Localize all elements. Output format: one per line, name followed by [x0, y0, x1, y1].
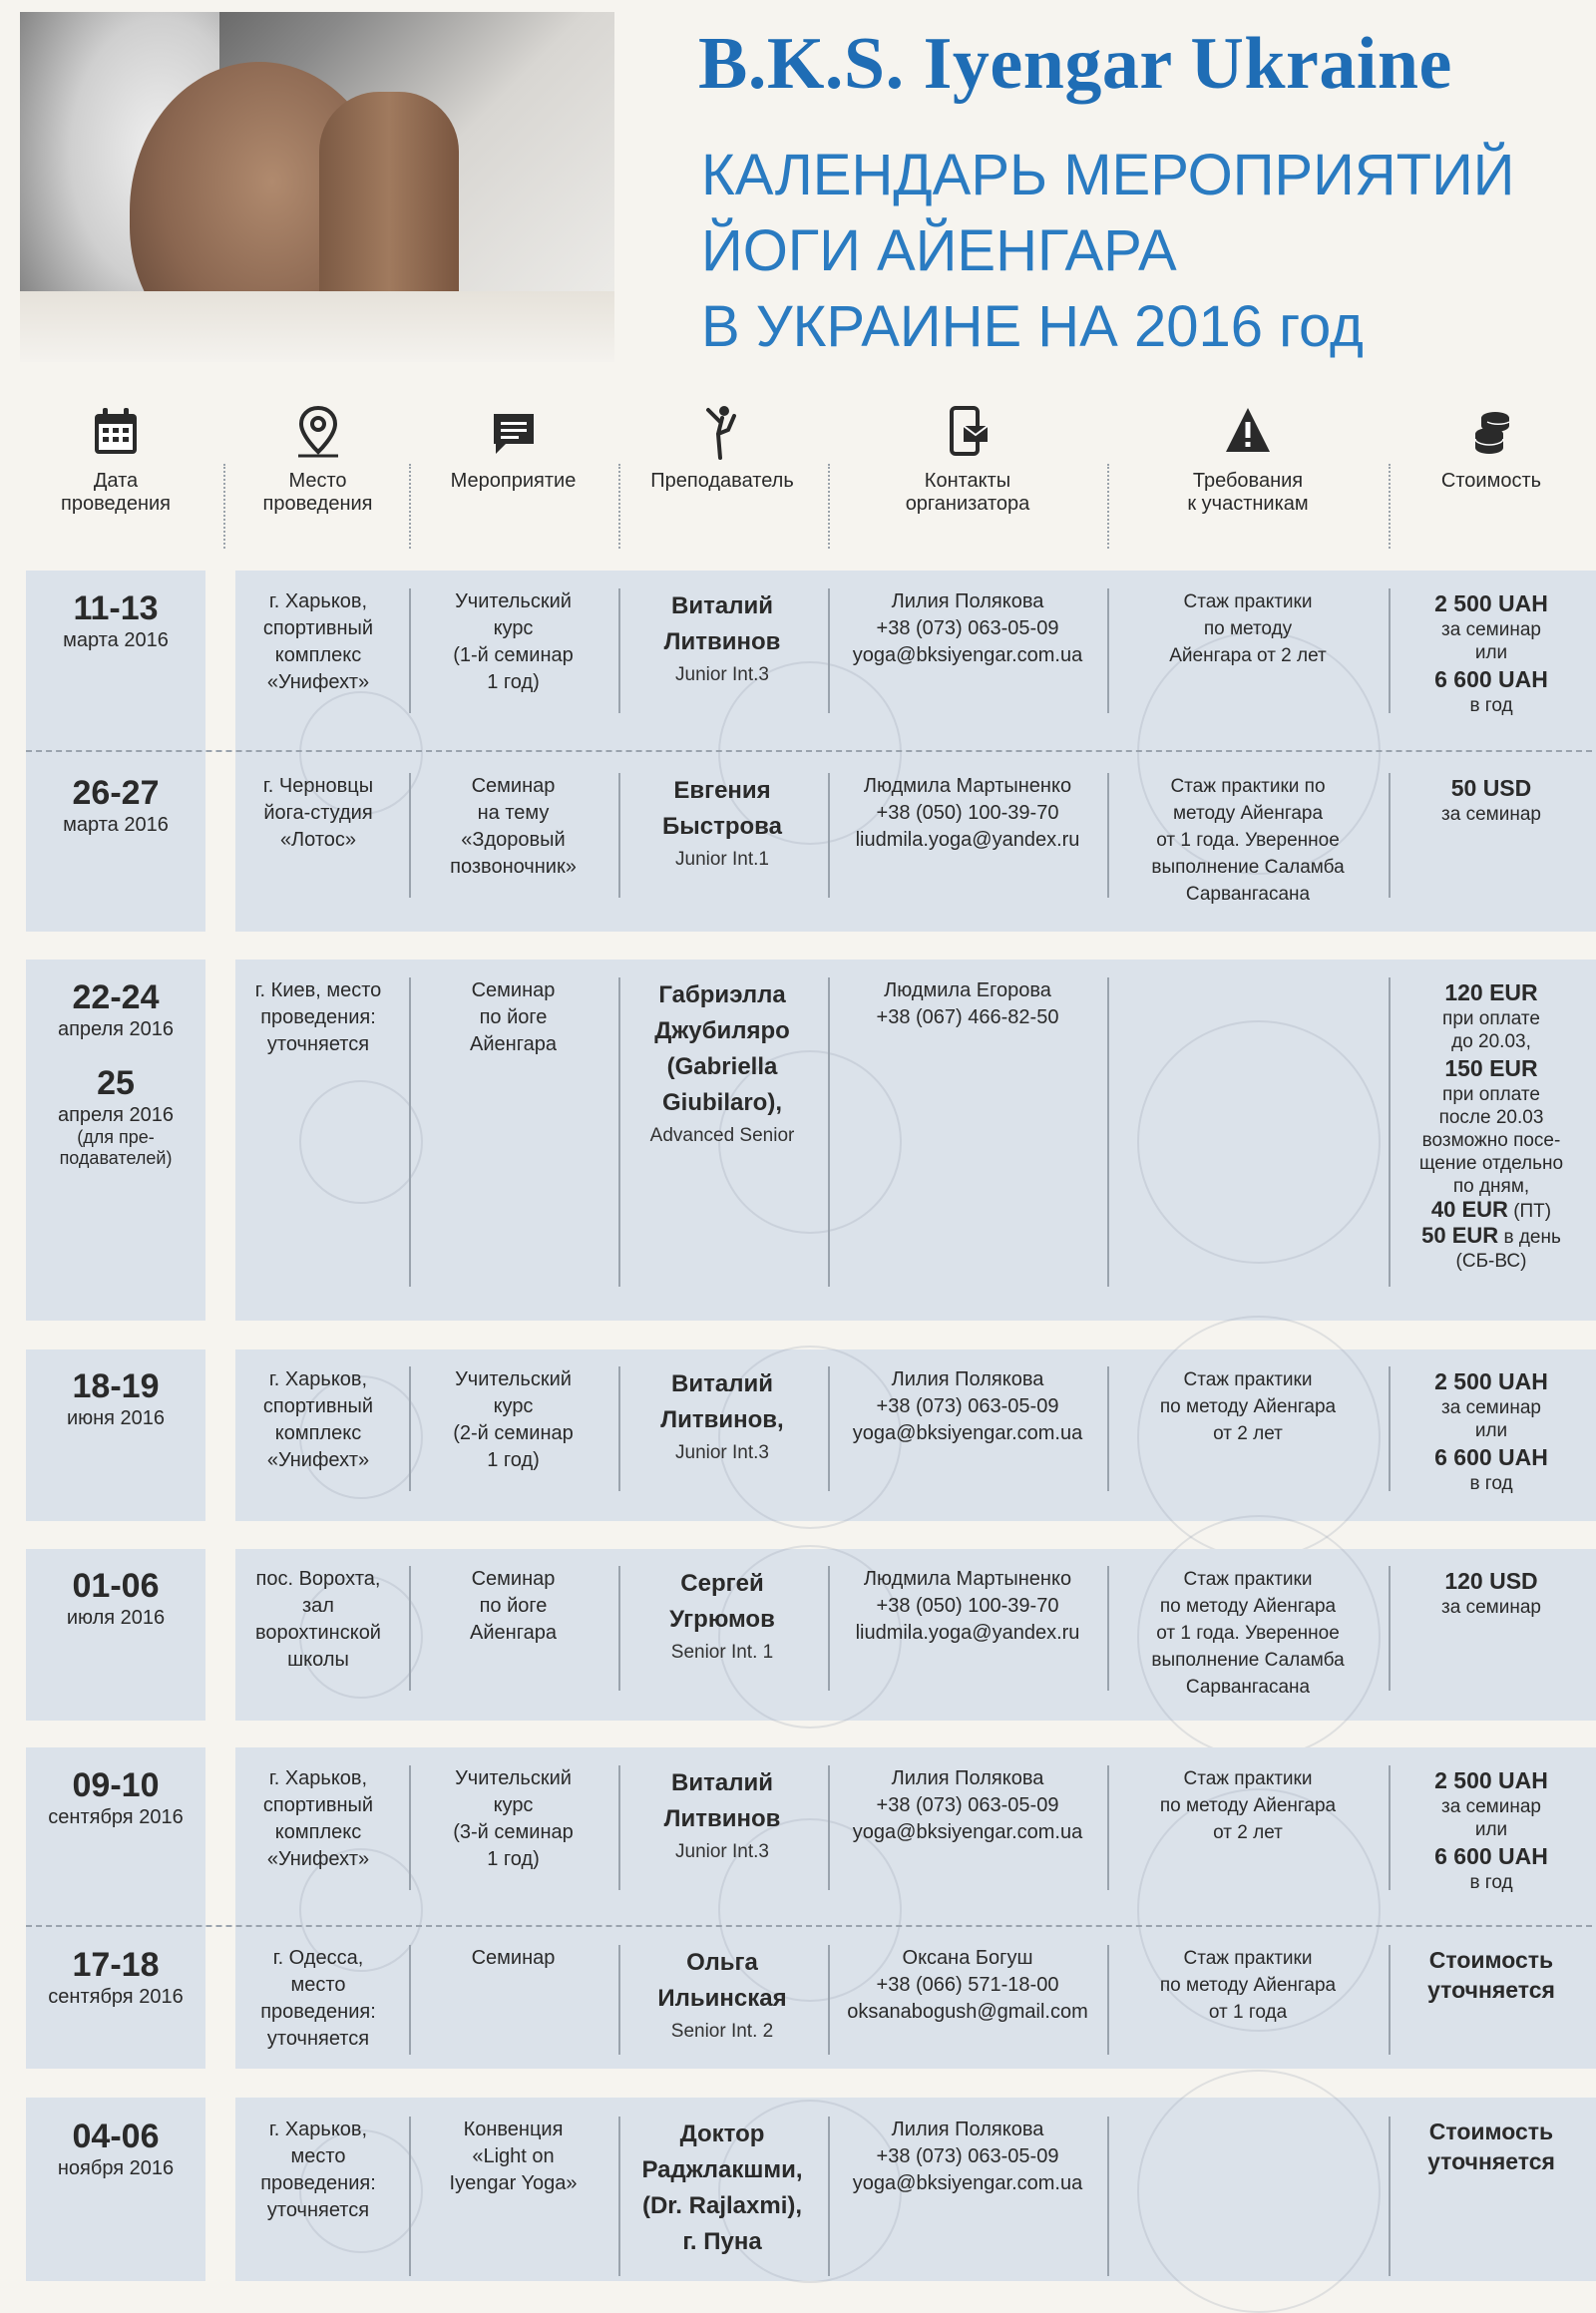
event-place-line: г. Одесса, [272, 1947, 364, 1969]
event-title-line: «Здоровый [461, 829, 566, 851]
column-header-teacher [618, 404, 826, 554]
price-amount: 6 600 UAH [1434, 666, 1548, 692]
date-month: марта 2016 [63, 629, 169, 651]
price-note: за семинар [1441, 1597, 1541, 1618]
event-date [26, 773, 205, 837]
organizer-contacts [830, 588, 1105, 669]
event-teacher-line: Ильинская [657, 1985, 787, 2012]
participant-requirements-line: по методу Айенгара [1159, 1396, 1337, 1417]
event-teacher [618, 1566, 826, 1668]
event-place-line: «Лотос» [279, 829, 357, 851]
event-title [411, 773, 615, 881]
event-place-line: ворохтинской [255, 1622, 381, 1644]
event-title-line: курс [493, 1395, 534, 1417]
date-range: 17-18 [72, 1946, 160, 1984]
price-note: или [1474, 1819, 1508, 1840]
event-title-line: (1-й семинар [453, 644, 574, 666]
participant-requirements [1109, 1945, 1387, 2026]
event-teacher-line: Виталий [671, 1370, 773, 1397]
price-note: при оплате [1442, 1084, 1540, 1105]
event-title [411, 588, 615, 696]
event-teacher-line: Виталий [671, 1769, 773, 1796]
event-teacher-line: (Dr. Rajlaxmi), [641, 2192, 803, 2219]
column-header-price [1391, 404, 1592, 554]
date-month: июля 2016 [66, 1607, 166, 1629]
date-range: 01-06 [72, 1567, 160, 1605]
price-amount: 6 600 UAH [1434, 1444, 1548, 1470]
event-place-line: проведения: [260, 2172, 376, 2194]
event-place-line: г. Харьков, [268, 2119, 368, 2140]
event-date [26, 977, 205, 1169]
price-note: при оплате [1442, 1008, 1540, 1029]
event-title-line: Iyengar Yoga» [449, 2172, 578, 2194]
event-title-line: по йоге [479, 1595, 548, 1617]
event-place-line: спортивный [262, 1794, 374, 1816]
column-header-contacts [830, 404, 1105, 554]
event-price [1391, 1566, 1592, 1619]
organizer-contacts [830, 1566, 1105, 1647]
organizer-contacts-line: yoga@bksiyengar.com.ua [852, 2172, 1083, 2194]
event-title [411, 1566, 615, 1647]
paisley-ornament [299, 1080, 423, 1204]
column-label: Дата проведения [61, 470, 171, 515]
price-line [1391, 1224, 1592, 1250]
price-amount: 120 USD [1444, 1568, 1538, 1594]
event-place-line: уточняется [266, 2028, 370, 2050]
event-place-line: комплекс [274, 644, 362, 666]
event-teacher [618, 977, 826, 1151]
organizer-contacts-line: +38 (073) 063-05-09 [876, 617, 1059, 639]
event-date [26, 1366, 205, 1430]
event-title-line: по йоге [479, 1006, 548, 1028]
event-place-line: йога-студия [263, 802, 373, 824]
date-note: (для пре- [77, 1127, 155, 1147]
participant-requirements-line: от 1 года [1208, 2002, 1288, 2023]
yoga-pose-icon [698, 404, 746, 460]
event-title-line: (2-й семинар [453, 1422, 574, 1444]
event-price [1391, 1945, 1592, 2005]
event-place-line: комплекс [274, 1821, 362, 1843]
date-month: сентября 2016 [48, 1986, 184, 2008]
date-range: 04-06 [72, 2118, 160, 2155]
organizer-contacts-line: yoga@bksiyengar.com.ua [852, 644, 1083, 666]
price-note: или [1474, 1420, 1508, 1441]
event-title-line: 1 год) [487, 1449, 540, 1471]
event-place-line: «Унифехт» [266, 1848, 370, 1870]
event-place-line: спортивный [262, 617, 374, 639]
event-teacher-line: Литвинов [663, 1805, 781, 1832]
event-place [235, 1765, 401, 1873]
event-date [26, 1945, 205, 2009]
participant-requirements-line: Стаж практики [1183, 1369, 1313, 1390]
price-note: до 20.03, [1451, 1031, 1531, 1052]
event-place-line: место [290, 1974, 346, 1996]
price-amount: 40 EUR [1430, 1197, 1508, 1222]
event-place-line: школы [287, 1649, 349, 1671]
organizer-contacts [830, 1945, 1105, 2026]
price-suffix: (ПТ) [1507, 1201, 1552, 1222]
event-place-line: проведения: [260, 2001, 376, 2023]
event-teacher-line: (Gabriella [666, 1053, 778, 1080]
event-teacher-line: Доктор [679, 2120, 765, 2147]
column-label: Место проведения [262, 470, 373, 515]
event-date [26, 1566, 205, 1630]
event-teacher [618, 1765, 826, 1867]
event-teacher-line: Giubilaro), [662, 1089, 782, 1116]
participant-requirements-line: Стаж практики [1183, 591, 1313, 612]
date-month: июня 2016 [66, 1407, 166, 1429]
organizer-contacts-line: +38 (050) 100-39-70 [876, 802, 1059, 824]
date-range: 22-24 [72, 978, 160, 1016]
teacher-level: Junior Int.3 [675, 1442, 769, 1463]
organizer-contacts-line: +38 (067) 466-82-50 [876, 1006, 1059, 1028]
organizer-contacts-line: +38 (073) 063-05-09 [876, 1395, 1059, 1417]
organizer-contacts-line: Лилия Полякова [891, 590, 1044, 612]
event-teacher [618, 2117, 826, 2260]
price-note: после 20.03 [1438, 1107, 1544, 1128]
price-note: в год [1469, 695, 1513, 716]
teacher-level: Junior Int.3 [675, 664, 769, 685]
participant-requirements [1109, 773, 1387, 908]
column-label: Стоимость [1440, 470, 1542, 492]
event-place-line: уточняется [266, 2199, 370, 2221]
price-note: или [1474, 642, 1508, 663]
organizer-contacts-line: oksanabogush@gmail.com [847, 2001, 1088, 2023]
participant-requirements-line: от 1 года. Уверенное [1156, 1623, 1340, 1644]
event-teacher-line: Быстрова [662, 813, 782, 840]
price-note: за семинар [1441, 804, 1541, 825]
price-note: за семинар [1441, 1397, 1541, 1418]
event-title-line: «Light on [472, 2145, 555, 2167]
event-place [235, 1366, 401, 1474]
participant-requirements-line: Стаж практики [1183, 1569, 1313, 1590]
column-label: Преподаватель [650, 470, 794, 492]
event-title-line: Семинар [471, 979, 556, 1001]
organizer-contacts-line: Оксана Богуш [902, 1947, 1033, 1969]
calendar-icon [92, 404, 140, 460]
event-place-line: г. Харьков, [268, 590, 368, 612]
organizer-contacts-line: liudmila.yoga@yandex.ru [855, 1622, 1080, 1644]
event-teacher-line: Раджлакшми, [641, 2156, 803, 2183]
event-teacher-line: Ольга [686, 1949, 758, 1976]
event-price [1391, 2117, 1592, 2176]
event-date [26, 2117, 205, 2180]
event-place-line: г. Киев, место [254, 979, 382, 1001]
price-line [1391, 1198, 1592, 1224]
price-amount: 2 500 UAH [1434, 1767, 1548, 1793]
event-teacher-line: г. Пуна [682, 2228, 762, 2255]
column-header-event [411, 404, 615, 554]
event-title [411, 1366, 615, 1474]
price-amount: Стоимость [1428, 1947, 1554, 1973]
price-amount: 2 500 UAH [1434, 590, 1548, 616]
event-title-line: позвоночник» [450, 856, 577, 878]
column-separator [1107, 977, 1109, 1287]
event-title-line: курс [493, 617, 534, 639]
event-place-line: комплекс [274, 1422, 362, 1444]
organizer-contacts-line: +38 (073) 063-05-09 [876, 2145, 1059, 2167]
event-title-line: Конвенция [463, 2119, 564, 2140]
event-date [26, 588, 205, 652]
event-title-line: 1 год) [487, 671, 540, 693]
price-suffix: в день [1498, 1227, 1561, 1248]
column-label: Контакты организатора [905, 470, 1030, 515]
event-place-line: г. Харьков, [268, 1368, 368, 1390]
date-range-second: 25 [97, 1064, 135, 1102]
event-title-line: Семинар [471, 775, 556, 797]
event-teacher-line: Литвинов [663, 628, 781, 655]
event-title-line: (3-й семинар [453, 1821, 574, 1843]
date-range: 09-10 [72, 1766, 160, 1804]
participant-requirements-line: от 2 лет [1213, 1822, 1283, 1843]
price-note: по дням, [1452, 1176, 1530, 1197]
event-teacher-line: Евгения [673, 777, 771, 804]
event-place [235, 773, 401, 854]
location-pin-icon [294, 404, 342, 460]
teacher-level: Junior Int.3 [675, 1841, 769, 1862]
price-note: в год [1469, 1473, 1513, 1494]
event-teacher-line: Сергей [680, 1570, 764, 1597]
event-price [1391, 773, 1592, 826]
event-teacher [618, 773, 826, 875]
participant-requirements-line: Сарвангасана [1185, 1677, 1311, 1698]
price-note: возможно посе- [1421, 1130, 1561, 1151]
event-teacher-line: Габриэлла [658, 981, 786, 1008]
participant-requirements-line: по методу Айенгара [1159, 1975, 1337, 1996]
event-title-line: на тему [477, 802, 550, 824]
event-title [411, 1945, 615, 1972]
participant-requirements [1109, 1765, 1387, 1846]
participant-requirements-line: по методу Айенгара [1159, 1795, 1337, 1816]
row-divider [26, 750, 1592, 752]
event-title-line: Айенгара [470, 1033, 557, 1055]
event-place [235, 2117, 401, 2224]
paisley-ornament [1137, 2070, 1381, 2313]
price-amount: 50 USD [1450, 775, 1532, 801]
price-amount: 6 600 UAH [1434, 1843, 1548, 1869]
column-separator [1107, 2117, 1109, 2276]
organizer-contacts-line: Людмила Мартыненко [863, 1568, 1072, 1590]
teacher-level: Advanced Senior [649, 1125, 795, 1146]
row-divider [26, 1925, 1592, 1927]
event-price [1391, 1366, 1592, 1495]
teacher-level: Senior Int. 2 [670, 2021, 774, 2042]
price-note: за семинар [1441, 619, 1541, 640]
price-amount: уточняется [1427, 1977, 1555, 2003]
participant-requirements-line: Стаж практики [1183, 1948, 1313, 1969]
event-price [1391, 1765, 1592, 1894]
organizer-contacts-line: yoga@bksiyengar.com.ua [852, 1422, 1083, 1444]
subtitle-line: КАЛЕНДАРЬ МЕРОПРИЯТИЙ [701, 143, 1515, 207]
organizer-contacts [830, 1765, 1105, 1846]
date-range: 26-27 [72, 774, 160, 812]
event-title-line: Семинар [471, 1568, 556, 1590]
participant-requirements-line: Айенгара от 2 лет [1169, 645, 1327, 666]
price-amount: 150 EUR [1444, 1055, 1538, 1081]
event-price [1391, 977, 1592, 1273]
organizer-contacts-line: yoga@bksiyengar.com.ua [852, 1821, 1083, 1843]
event-place [235, 588, 401, 696]
event-place-line: проведения: [260, 1006, 376, 1028]
event-title-line: курс [493, 1794, 534, 1816]
subtitle-line: ЙОГИ АЙЕНГАРА [701, 218, 1177, 283]
event-place-line: спортивный [262, 1395, 374, 1417]
warning-icon [1224, 404, 1272, 460]
organizer-contacts-line: +38 (066) 571-18-00 [876, 1974, 1059, 1996]
date-month: сентября 2016 [48, 1806, 184, 1828]
participant-requirements [1109, 1366, 1387, 1447]
event-title [411, 1765, 615, 1873]
price-note: в год [1469, 1872, 1513, 1893]
date-month: апреля 2016 [57, 1018, 175, 1040]
event-title [411, 977, 615, 1058]
event-place-line: г. Харьков, [268, 1767, 368, 1789]
subtitle-line: В УКРАИНЕ НА 2016 год [701, 294, 1364, 359]
event-price [1391, 588, 1592, 717]
participant-requirements-line: по методу [1203, 618, 1293, 639]
event-teacher-line: Джубиляро [654, 1017, 790, 1044]
event-title-line: Семинар [471, 1947, 556, 1969]
speech-bubble-icon [490, 404, 538, 460]
event-place [235, 977, 401, 1058]
teacher-level: Junior Int.1 [675, 849, 769, 870]
participant-requirements-line: выполнение Саламба [1151, 1650, 1345, 1671]
event-title [411, 2117, 615, 2197]
brand-title: B.K.S. Iyengar Ukraine [698, 23, 1452, 105]
event-teacher [618, 1945, 826, 2047]
participant-requirements-line: по методу Айенгара [1159, 1596, 1337, 1617]
price-note: за семинар [1441, 1796, 1541, 1817]
participant-requirements-line: от 2 лет [1213, 1423, 1283, 1444]
organizer-contacts-line: +38 (050) 100-39-70 [876, 1595, 1059, 1617]
price-note: (СБ-ВС) [1455, 1251, 1527, 1272]
event-date [26, 1765, 205, 1829]
organizer-contacts-line: Людмила Мартыненко [863, 775, 1072, 797]
event-title-line: Учительский [455, 1767, 572, 1789]
price-amount: уточняется [1427, 2148, 1555, 2174]
organizer-contacts-line: +38 (073) 063-05-09 [876, 1794, 1059, 1816]
date-range: 11-13 [73, 589, 159, 627]
event-place-line: зал [302, 1595, 334, 1617]
page-subtitle [701, 138, 1514, 365]
organizer-contacts [830, 773, 1105, 854]
organizer-contacts-line: liudmila.yoga@yandex.ru [855, 829, 1080, 851]
event-place [235, 1566, 401, 1674]
participant-requirements-line: Стаж практики [1183, 1768, 1313, 1789]
price-note: щение отдельно [1418, 1153, 1564, 1174]
date-month-second: апреля 2016 [57, 1104, 175, 1126]
event-teacher [618, 1366, 826, 1468]
event-place-line: г. Черновцы [262, 775, 374, 797]
event-teacher-line: Литвинов, [660, 1406, 784, 1433]
portrait-photo [20, 12, 614, 362]
teacher-level: Senior Int. 1 [670, 1642, 774, 1663]
paisley-ornament [1137, 1020, 1381, 1264]
participant-requirements-line: от 1 года. Уверенное [1156, 830, 1340, 851]
event-title-line: Учительский [455, 1368, 572, 1390]
event-teacher-line: Виталий [671, 592, 773, 619]
column-header-place [225, 404, 410, 554]
coins-icon [1467, 404, 1515, 460]
column-label: Требования к участникам [1187, 470, 1309, 515]
event-teacher-line: Угрюмов [669, 1606, 775, 1633]
event-teacher [618, 588, 826, 690]
date-month: марта 2016 [63, 814, 169, 836]
organizer-contacts [830, 977, 1105, 1031]
participant-requirements [1109, 588, 1387, 669]
participant-requirements-line: Сарвангасана [1185, 884, 1311, 905]
organizer-contacts-line: Лилия Полякова [891, 1767, 1044, 1789]
column-label: Мероприятие [450, 470, 577, 492]
event-title-line: Учительский [455, 590, 572, 612]
column-header-date [26, 404, 205, 554]
date-note: подавателей) [59, 1148, 173, 1168]
event-place-line: пос. Ворохта, [255, 1568, 381, 1590]
date-month: ноября 2016 [57, 2157, 175, 2179]
event-place-line: «Унифехт» [266, 1449, 370, 1471]
organizer-contacts [830, 1366, 1105, 1447]
organizer-contacts-line: Людмила Егорова [884, 979, 1051, 1001]
participant-requirements [1109, 1566, 1387, 1701]
event-place [235, 1945, 401, 2053]
event-title-line: Айенгара [470, 1622, 557, 1644]
event-place-line: место [290, 2145, 346, 2167]
price-amount: Стоимость [1428, 2119, 1554, 2144]
participant-requirements-line: методу Айенгара [1172, 803, 1324, 824]
organizer-contacts-line: Лилия Полякова [891, 2119, 1044, 2140]
column-header-requirements [1109, 404, 1387, 554]
price-amount: 120 EUR [1444, 979, 1538, 1005]
event-place-line: уточняется [266, 1033, 370, 1055]
event-title-line: 1 год) [487, 1848, 540, 1870]
event-place-line: «Унифехт» [266, 671, 370, 693]
phone-email-icon [944, 404, 992, 460]
organizer-contacts-line: Лилия Полякова [891, 1368, 1044, 1390]
organizer-contacts [830, 2117, 1105, 2197]
participant-requirements-line: Стаж практики по [1170, 776, 1326, 797]
participant-requirements-line: выполнение Саламба [1151, 857, 1345, 878]
price-amount: 50 EUR [1421, 1223, 1499, 1248]
price-amount: 2 500 UAH [1434, 1368, 1548, 1394]
date-range: 18-19 [72, 1367, 160, 1405]
